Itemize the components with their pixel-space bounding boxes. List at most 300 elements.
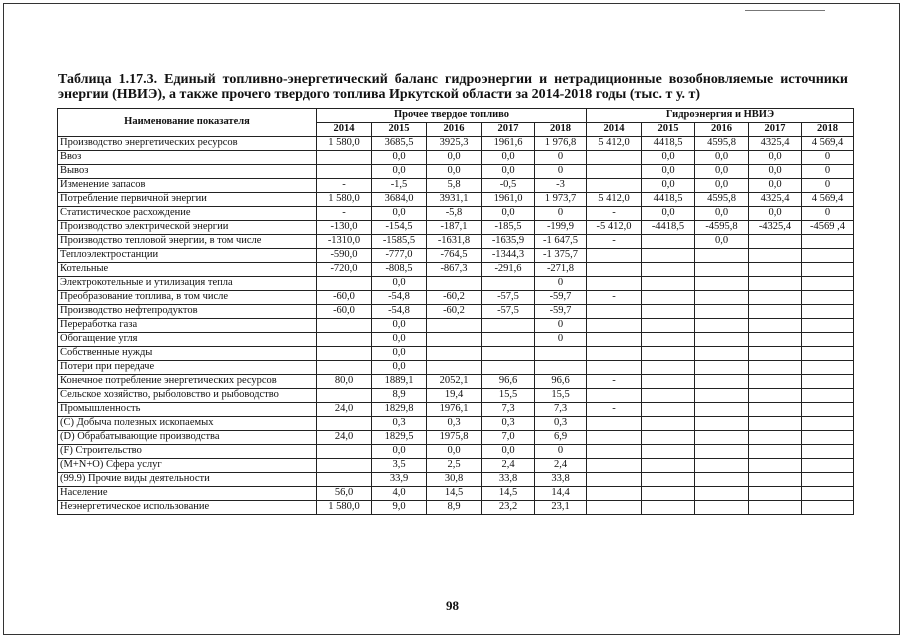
value-cell: 0 [802,207,854,221]
value-cell [535,347,587,361]
value-cell [695,403,749,417]
value-cell [587,417,642,431]
value-cell: -3 [535,179,587,193]
value-cell: 0,0 [372,333,427,347]
value-cell: 0,0 [427,165,482,179]
value-cell: 0,0 [372,151,427,165]
table-row [58,165,854,179]
value-cell: 0,0 [482,165,535,179]
row-label: Потери при передаче [58,361,317,375]
value-cell: -0,5 [482,179,535,193]
table-row [58,459,854,473]
year-header: 2015 [372,123,427,137]
value-cell [587,249,642,263]
value-cell: 0,0 [372,361,427,375]
table-title: Таблица 1.17.3. Единый топливно-энергетический баланс гидроэнергии и нетрадиционные возобновляемые источники энергии (НВИЭ), а также прочего твердого топлива Иркутской области за 2014-2018 годы (тыс. т у. т) [58,72,848,102]
table-row [58,137,854,151]
value-cell: -808,5 [372,263,427,277]
value-cell [427,361,482,375]
value-cell: 19,4 [427,389,482,403]
value-cell: 33,8 [535,473,587,487]
value-cell: 4 569,4 [802,193,854,207]
value-cell: 0,0 [695,207,749,221]
value-cell [642,249,695,263]
value-cell [642,361,695,375]
value-cell: 4595,8 [695,137,749,151]
value-cell [427,319,482,333]
value-cell [317,459,372,473]
value-cell: 14,5 [427,487,482,501]
value-cell: - [587,235,642,249]
value-cell [642,347,695,361]
value-cell [749,263,802,277]
value-cell: 33,9 [372,473,427,487]
value-cell: 0,0 [372,165,427,179]
value-cell: -130,0 [317,221,372,235]
value-cell [695,305,749,319]
value-cell [317,389,372,403]
value-cell [642,319,695,333]
value-cell [802,305,854,319]
value-cell: 24,0 [317,431,372,445]
value-cell [802,487,854,501]
row-label: Население [58,487,317,501]
value-cell: -54,8 [372,291,427,305]
value-cell: 0 [535,333,587,347]
value-cell [317,445,372,459]
value-cell: 0 [802,165,854,179]
value-cell: 1 580,0 [317,193,372,207]
value-cell: 7,3 [535,403,587,417]
value-cell: 15,5 [535,389,587,403]
value-cell: -4325,4 [749,221,802,235]
value-cell [695,347,749,361]
value-cell [317,277,372,291]
value-cell: -720,0 [317,263,372,277]
table-row [58,333,854,347]
value-cell: 8,9 [372,389,427,403]
value-cell: - [587,403,642,417]
value-cell: 23,1 [535,501,587,515]
value-cell [482,319,535,333]
value-cell [802,333,854,347]
value-cell: 1829,5 [372,431,427,445]
table-row [58,151,854,165]
value-cell [749,375,802,389]
value-cell [587,389,642,403]
value-cell: 3685,5 [372,137,427,151]
year-header: 2015 [642,123,695,137]
value-cell: 0,0 [695,235,749,249]
row-label: Ввоз [58,151,317,165]
value-cell: 0,0 [427,445,482,459]
value-cell [642,431,695,445]
row-label: Электрокотельные и утилизация тепла [58,277,317,291]
value-cell: 0,3 [372,417,427,431]
value-cell: - [587,207,642,221]
value-cell: 30,8 [427,473,482,487]
value-cell [317,473,372,487]
year-header: 2014 [587,123,642,137]
table-row [58,207,854,221]
value-cell: 4595,8 [695,193,749,207]
value-cell: 1975,8 [427,431,482,445]
table-row [58,221,854,235]
value-cell: 15,5 [482,389,535,403]
value-cell: 0,0 [642,151,695,165]
table-body [58,137,854,515]
value-cell: 1829,8 [372,403,427,417]
value-cell [587,487,642,501]
value-cell [427,333,482,347]
value-cell: -185,5 [482,221,535,235]
value-cell: 0 [802,151,854,165]
table-row [58,375,854,389]
value-cell [317,319,372,333]
energy-balance-table [57,108,854,515]
value-cell [317,417,372,431]
value-cell: -1 647,5 [535,235,587,249]
value-cell: 96,6 [535,375,587,389]
value-cell [802,347,854,361]
value-cell: -777,0 [372,249,427,263]
group-header-solid-fuel: Прочее твердое топливо [317,109,587,123]
value-cell: 0,0 [372,207,427,221]
value-cell: -867,3 [427,263,482,277]
value-cell [642,501,695,515]
row-label: (F) Строительство [58,445,317,459]
value-cell [749,389,802,403]
value-cell: 4 569,4 [802,137,854,151]
value-cell [587,305,642,319]
value-cell: -60,0 [317,291,372,305]
value-cell: 1889,1 [372,375,427,389]
value-cell: -291,6 [482,263,535,277]
value-cell: 5 412,0 [587,137,642,151]
year-header: 2014 [317,123,372,137]
value-cell: -5,8 [427,207,482,221]
row-label: (C) Добыча полезных ископаемых [58,417,317,431]
value-cell: -60,0 [317,305,372,319]
value-cell: 2,4 [535,459,587,473]
value-cell [749,473,802,487]
value-cell: 0 [535,445,587,459]
table-row [58,319,854,333]
value-cell [802,403,854,417]
value-cell: -154,5 [372,221,427,235]
value-cell: - [587,291,642,305]
value-cell [642,473,695,487]
year-header: 2017 [749,123,802,137]
row-label: Теплоэлектростанции [58,249,317,263]
value-cell: -1635,9 [482,235,535,249]
row-label: Статистическое расхождение [58,207,317,221]
value-cell: 14,4 [535,487,587,501]
value-cell: 0,0 [695,165,749,179]
value-cell [317,165,372,179]
value-cell: 7,0 [482,431,535,445]
value-cell [802,375,854,389]
value-cell [749,235,802,249]
value-cell [802,445,854,459]
value-cell: -4569 ,4 [802,221,854,235]
value-cell [317,361,372,375]
table-row [58,361,854,375]
row-label: Изменение запасов [58,179,317,193]
value-cell: 1 580,0 [317,137,372,151]
row-label: Сельское хозяйство, рыболовство и рыбоводство [58,389,317,403]
value-cell: 96,6 [482,375,535,389]
table-row [58,263,854,277]
value-cell: -1310,0 [317,235,372,249]
table-row [58,431,854,445]
header-row-groups [58,109,854,123]
value-cell [695,501,749,515]
value-cell: 0,0 [372,277,427,291]
value-cell: -54,8 [372,305,427,319]
value-cell [695,333,749,347]
value-cell: -764,5 [427,249,482,263]
value-cell [749,459,802,473]
value-cell [802,235,854,249]
row-label: Переработка газа [58,319,317,333]
value-cell [749,277,802,291]
value-cell: -59,7 [535,305,587,319]
value-cell: 0,0 [749,165,802,179]
value-cell: 7,3 [482,403,535,417]
value-cell [695,445,749,459]
row-label: (99.9) Прочие виды деятельности [58,473,317,487]
value-cell [642,263,695,277]
row-label: Вывоз [58,165,317,179]
row-label: Промышленность [58,403,317,417]
value-cell: -60,2 [427,305,482,319]
value-cell [642,487,695,501]
value-cell [802,501,854,515]
value-cell: 0,3 [535,417,587,431]
value-cell [427,277,482,291]
value-cell: 0,0 [427,151,482,165]
value-cell: 0,0 [482,207,535,221]
table-row [58,277,854,291]
value-cell: -1,5 [372,179,427,193]
value-cell: 24,0 [317,403,372,417]
value-cell [749,361,802,375]
value-cell [695,375,749,389]
value-cell: 2052,1 [427,375,482,389]
row-label: Конечное потребление энергетических ресурсов [58,375,317,389]
value-cell: -590,0 [317,249,372,263]
value-cell: 1 973,7 [535,193,587,207]
value-cell [482,277,535,291]
value-cell [695,249,749,263]
value-cell [642,417,695,431]
table-row [58,473,854,487]
value-cell [535,361,587,375]
value-cell [695,417,749,431]
value-cell [642,277,695,291]
year-header: 2018 [535,123,587,137]
value-cell: 0 [535,207,587,221]
value-cell [802,291,854,305]
value-cell [695,389,749,403]
value-cell [587,333,642,347]
value-cell [587,263,642,277]
value-cell: 5,8 [427,179,482,193]
table-row [58,193,854,207]
year-header: 2016 [695,123,749,137]
value-cell: 0,0 [642,165,695,179]
value-cell: 5 412,0 [587,193,642,207]
value-cell [482,361,535,375]
value-cell: - [317,179,372,193]
value-cell: 0,0 [749,207,802,221]
table-row [58,389,854,403]
table-row [58,249,854,263]
value-cell [587,347,642,361]
value-cell: -4418,5 [642,221,695,235]
row-label: Производство энергетических ресурсов [58,137,317,151]
row-label: Неэнергетическое использование [58,501,317,515]
row-label: (M+N+O) Сфера услуг [58,459,317,473]
row-label: Собственные нужды [58,347,317,361]
row-label: Котельные [58,263,317,277]
year-header: 2018 [802,123,854,137]
row-label: Производство нефтепродуктов [58,305,317,319]
value-cell [802,417,854,431]
table-row [58,445,854,459]
value-cell: 33,8 [482,473,535,487]
page-number: 98 [446,598,459,613]
table-row [58,305,854,319]
value-cell: -59,7 [535,291,587,305]
value-cell: -60,2 [427,291,482,305]
table-row [58,417,854,431]
year-header: 2017 [482,123,535,137]
value-cell [642,305,695,319]
table-row [58,179,854,193]
value-cell [695,361,749,375]
value-cell [749,347,802,361]
value-cell [317,347,372,361]
value-cell: -1631,8 [427,235,482,249]
value-cell: 0,0 [695,151,749,165]
value-cell: 0,0 [372,347,427,361]
value-cell: -57,5 [482,305,535,319]
row-label: Обогащение угля [58,333,317,347]
value-cell: 0,0 [482,445,535,459]
value-cell [317,333,372,347]
value-cell: 0 [535,165,587,179]
value-cell: 0,0 [372,319,427,333]
value-cell: 0,0 [695,179,749,193]
value-cell: 4418,5 [642,193,695,207]
value-cell [587,459,642,473]
value-cell: 0,0 [642,207,695,221]
value-cell [642,445,695,459]
value-cell: 6,9 [535,431,587,445]
value-cell [802,361,854,375]
value-cell: 1961,0 [482,193,535,207]
value-cell: 4325,4 [749,137,802,151]
value-cell [642,291,695,305]
value-cell: 4,0 [372,487,427,501]
value-cell [749,487,802,501]
table-row [58,347,854,361]
value-cell [695,473,749,487]
row-label: (D) Обрабатывающие производства [58,431,317,445]
value-cell: 23,2 [482,501,535,515]
value-cell [695,487,749,501]
value-cell: - [317,207,372,221]
value-cell [749,319,802,333]
value-cell [749,333,802,347]
value-cell [587,277,642,291]
value-cell [482,347,535,361]
value-cell [587,501,642,515]
table-row [58,501,854,515]
value-cell: 0,0 [749,179,802,193]
value-cell [802,277,854,291]
value-cell: 0 [535,319,587,333]
value-cell [749,445,802,459]
value-cell: -57,5 [482,291,535,305]
value-cell [749,403,802,417]
value-cell: 3925,3 [427,137,482,151]
value-cell [642,389,695,403]
value-cell: 3,5 [372,459,427,473]
value-cell: -1344,3 [482,249,535,263]
value-cell [587,431,642,445]
year-header: 2016 [427,123,482,137]
value-cell [642,375,695,389]
value-cell [802,249,854,263]
value-cell: 4325,4 [749,193,802,207]
table-row [58,235,854,249]
value-cell [587,179,642,193]
value-cell [695,319,749,333]
value-cell [695,277,749,291]
value-cell [802,473,854,487]
value-cell [749,249,802,263]
value-cell: 0,0 [642,179,695,193]
value-cell [749,305,802,319]
value-cell: 4418,5 [642,137,695,151]
value-cell: -5 412,0 [587,221,642,235]
value-cell [587,473,642,487]
value-cell [802,389,854,403]
value-cell: -187,1 [427,221,482,235]
value-cell: 0,0 [372,445,427,459]
value-cell [587,319,642,333]
value-cell [695,459,749,473]
value-cell: 0,3 [482,417,535,431]
value-cell: 3931,1 [427,193,482,207]
value-cell [802,459,854,473]
value-cell: -1 375,7 [535,249,587,263]
value-cell: 3684,0 [372,193,427,207]
value-cell [642,459,695,473]
value-cell [642,333,695,347]
value-cell [802,319,854,333]
value-cell: 1 580,0 [317,501,372,515]
row-label: Преобразование топлива, в том числе [58,291,317,305]
value-cell: 0 [535,277,587,291]
value-cell [749,417,802,431]
value-cell [802,263,854,277]
value-cell: 14,5 [482,487,535,501]
value-cell: 1976,1 [427,403,482,417]
